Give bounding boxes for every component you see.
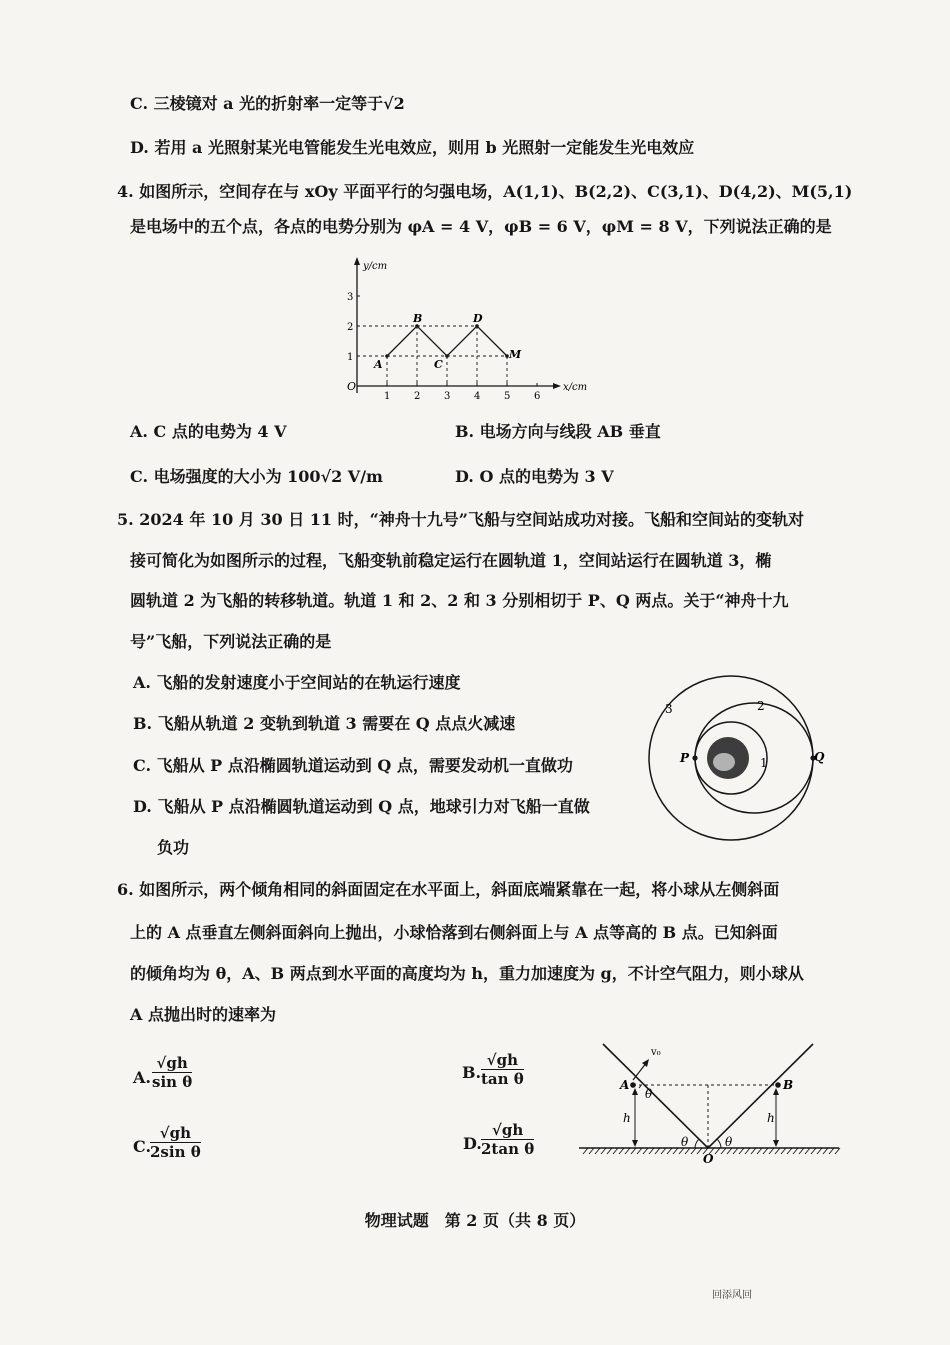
angle-arc-right: [717, 1139, 721, 1148]
q5-option-d-line2: 负功: [157, 838, 190, 857]
theta-right-label: θ: [725, 1135, 733, 1149]
hatch-stroke: [757, 1148, 762, 1154]
hatch-stroke: [661, 1148, 666, 1154]
q6-stem-line1: 6. 如图所示，两个倾角相同的斜面固定在水平面上，斜面底端紧靠在一起，将小球从左侧斜面: [117, 880, 780, 899]
hatch-stroke: [595, 1148, 600, 1154]
point-p-label: P: [680, 751, 690, 765]
y-axis-label: y/cm: [363, 261, 388, 272]
origin-label: O: [347, 380, 357, 393]
hatch-stroke: [697, 1148, 702, 1154]
hatch-stroke: [655, 1148, 660, 1154]
qr-mark: 回添风回: [712, 1290, 752, 1301]
hatch-stroke: [601, 1148, 606, 1154]
dashed-guides: [357, 326, 507, 386]
x-tick-label: 4: [474, 391, 481, 402]
point-a-dot: [385, 354, 389, 358]
q6-option-b-letter: B.: [462, 1063, 482, 1082]
q5-option-a: A. 飞船的发射速度小于空间站的在轨运行速度: [133, 673, 461, 692]
q6-stem-line3: 的倾角均为 θ，A、B 两点到水平面的高度均为 h，重力加速度为 g，不计空气阻力，则小球从: [130, 964, 804, 983]
q6-option-c-numerator: √gh: [150, 1124, 201, 1143]
q6-option-d-denominator: 2tan θ: [481, 1140, 535, 1158]
q5-option-c: C. 飞船从 P 点沿椭圆轨道运动到 Q 点，需要发动机一直做功: [133, 756, 573, 775]
q3-option-c: C. 三棱镜对 a 光的折射率一定等于√2: [130, 94, 405, 113]
hatch-stroke: [829, 1148, 834, 1154]
y-tick-label: 2: [347, 322, 354, 333]
q4-option-d: D. O 点的电势为 3 V: [455, 467, 614, 486]
point-a-dot: [630, 1082, 636, 1088]
hatch-stroke: [619, 1148, 624, 1154]
q6-option-c-fraction: [150, 1124, 201, 1161]
q6-option-b-fraction: [481, 1051, 524, 1088]
h-right-arrow-bottom: [773, 1140, 779, 1147]
q6-stem-line4: A 点抛出时的速率为: [130, 1005, 276, 1024]
hatch-stroke: [787, 1148, 792, 1154]
h-left-arrow-bottom: [632, 1140, 638, 1147]
hatch-stroke: [607, 1148, 612, 1154]
x-tick-label: 1: [384, 391, 391, 402]
q4-option-a: A. C 点的电势为 4 V: [130, 422, 287, 441]
hatch-stroke: [835, 1148, 840, 1154]
hatch-stroke: [775, 1148, 780, 1154]
q6-option-d-numerator: √gh: [481, 1121, 534, 1140]
hatch-stroke: [673, 1148, 678, 1154]
graph-points: [373, 312, 522, 371]
point-path: [387, 326, 507, 356]
orbit-1-label: 1: [760, 756, 768, 770]
x-tick-label: 5: [504, 391, 511, 402]
q6-option-d-fraction: [481, 1121, 534, 1158]
y-axis-arrow: [354, 257, 360, 265]
hatch-stroke: [805, 1148, 810, 1154]
h-left-label: h: [623, 1111, 631, 1125]
q6-incline-diagram: [575, 1040, 843, 1165]
q6-option-a-denominator: sin θ: [152, 1073, 193, 1091]
point-c-dot: [445, 354, 449, 358]
hatch-stroke: [811, 1148, 816, 1154]
h-right-arrow-top: [773, 1088, 779, 1095]
q3-option-d: D. 若用 a 光照射某光电管能发生光电效应，则用 b 光照射一定能发生光电效应: [130, 138, 695, 157]
theta-a-label: θ: [645, 1087, 653, 1101]
h-right-label: h: [767, 1111, 775, 1125]
orbit-3-label: 3: [665, 702, 673, 716]
x-tick-label: 2: [414, 391, 421, 402]
page-footer: 物理试题 第 2 页（共 8 页）: [364, 1211, 586, 1230]
hatch-stroke: [769, 1148, 774, 1154]
hatch-stroke: [817, 1148, 822, 1154]
x-axis-arrow: [553, 383, 561, 389]
earth-highlight: [713, 753, 735, 771]
hatch-stroke: [649, 1148, 654, 1154]
hatch-stroke: [799, 1148, 804, 1154]
hatch-stroke: [733, 1148, 738, 1154]
q6-option-b-denominator: tan θ: [481, 1070, 524, 1088]
left-incline: [603, 1044, 708, 1148]
hatch-stroke: [631, 1148, 636, 1154]
q4-option-b: B. 电场方向与线段 AB 垂直: [455, 422, 661, 441]
q4-stem-line1: 4. 如图所示，空间存在与 xOy 平面平行的匀强电场，A(1,1)、B(2,2)、C(3,1)、D(4,2)、M(5,1): [117, 182, 853, 201]
point-b-label: B: [783, 1078, 794, 1092]
point-c-label: C: [434, 358, 443, 371]
hatch-stroke: [613, 1148, 618, 1154]
angle-arc-left: [695, 1139, 699, 1148]
q6-option-a-numerator: √gh: [152, 1054, 192, 1073]
q5-option-d-line1: D. 飞船从 P 点沿椭圆轨道运动到 Q 点，地球引力对飞船一直做: [133, 797, 590, 816]
hatch-stroke: [745, 1148, 750, 1154]
hatch-stroke: [691, 1148, 696, 1154]
point-b-label: B: [413, 312, 423, 325]
orbit-2-label: 2: [757, 699, 765, 713]
hatch-stroke: [667, 1148, 672, 1154]
q5-orbit-diagram: [648, 665, 825, 855]
hatch-stroke: [763, 1148, 768, 1154]
x-tick-label: 3: [444, 391, 451, 402]
x-tick-label: 6: [534, 391, 541, 402]
hatch-stroke: [637, 1148, 642, 1154]
q4-stem-line2: 是电场中的五个点，各点的电势分别为 φA = 4 V，φB = 6 V，φM = 8 V，下列说法正确的是: [130, 217, 832, 236]
x-axis-label: x/cm: [563, 382, 588, 393]
point-p-dot: [692, 755, 697, 760]
q5-stem-line3: 圆轨道 2 为飞船的转移轨道。轨道 1 和 2、2 和 3 分别相切于 P、Q 两点。关于“神舟十九: [130, 591, 789, 610]
hatch-stroke: [781, 1148, 786, 1154]
hatch-stroke: [625, 1148, 630, 1154]
point-m-label: M: [509, 348, 522, 361]
point-a-label: A: [620, 1078, 630, 1092]
q6-option-d-letter: D.: [463, 1134, 482, 1153]
q5-stem-line4: 号”飞船，下列说法正确的是: [130, 632, 332, 651]
hatch-stroke: [589, 1148, 594, 1154]
hatch-stroke: [715, 1148, 720, 1154]
q6-option-a-fraction: [152, 1054, 192, 1091]
v0-arrowhead: [642, 1059, 649, 1067]
point-q-label: Q: [814, 750, 825, 764]
hatch-stroke: [643, 1148, 648, 1154]
q5-stem-line2: 接可简化为如图所示的过程，飞船变轨前稳定运行在圆轨道 1，空间站运行在圆轨道 3，椭: [130, 551, 772, 570]
q6-option-b-numerator: √gh: [481, 1051, 524, 1070]
q6-option-c-denominator: 2sin θ: [150, 1143, 201, 1161]
right-incline: [708, 1044, 813, 1148]
point-d-label: D: [473, 312, 483, 325]
point-a-label: A: [374, 358, 383, 371]
h-left-arrow-top: [632, 1088, 638, 1095]
y-tick-label: 3: [347, 292, 354, 303]
hatch-stroke: [583, 1148, 588, 1154]
y-tick-label: 1: [347, 352, 354, 363]
q4-option-c: C. 电场强度的大小为 100√2 V/m: [130, 467, 383, 486]
v0-label: v₀: [651, 1047, 661, 1058]
q5-stem-line1: 5. 2024 年 10 月 30 日 11 时，“神舟十九号”飞船与空间站成功对接。飞船和空间站的变轨对: [117, 510, 805, 529]
q6-option-c-letter: C.: [133, 1137, 152, 1156]
point-o-label: O: [703, 1152, 714, 1166]
q6-stem-line2: 上的 A 点垂直左侧斜面斜向上抛出，小球恰落到右侧斜面上与 A 点等高的 B 点。已知斜面: [130, 923, 778, 942]
a-b-c-d-m-path: [387, 326, 507, 356]
q5-option-b: B. 飞船从轨道 2 变轨到轨道 3 需要在 Q 点点火减速: [133, 714, 516, 733]
hatch-stroke: [823, 1148, 828, 1154]
theta-left-label: θ: [681, 1135, 689, 1149]
q6-option-a-letter: A.: [133, 1068, 151, 1087]
hatch-stroke: [739, 1148, 744, 1154]
hatch-stroke: [793, 1148, 798, 1154]
point-b-dot: [775, 1082, 781, 1088]
q4-coordinate-graph: [335, 253, 595, 403]
hatch-stroke: [751, 1148, 756, 1154]
